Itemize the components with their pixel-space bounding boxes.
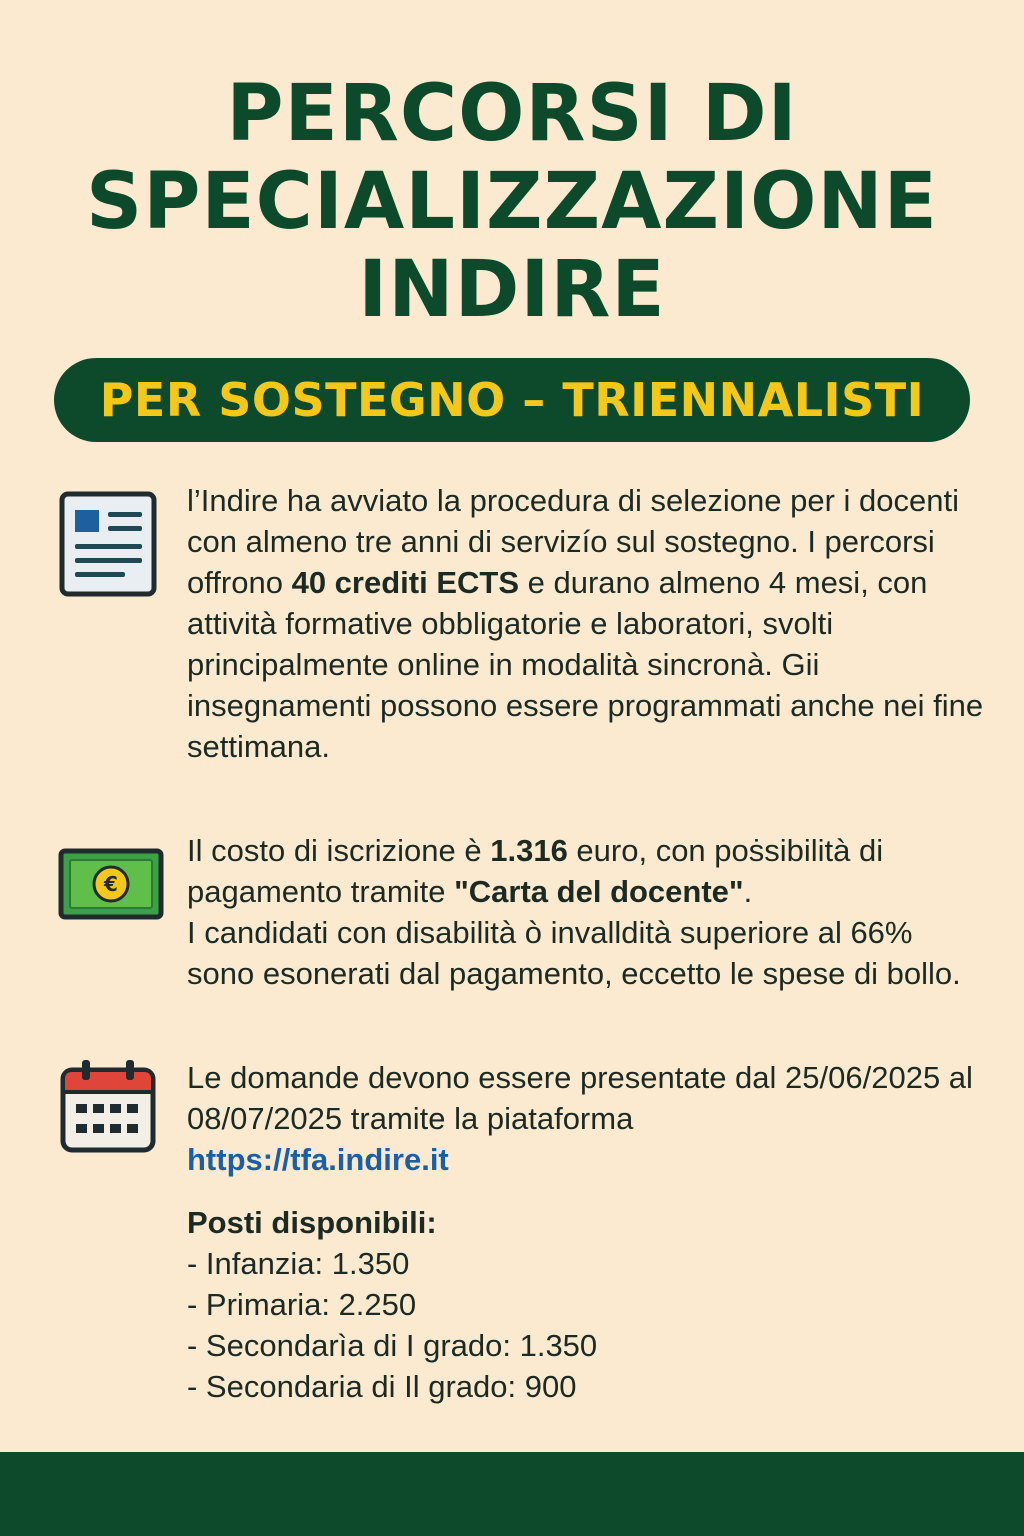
subtitle-text: PER SOSTEGNO – TRIENNALISTI bbox=[99, 373, 925, 427]
platform-link[interactable]: https://tfa.indire.it bbox=[187, 1142, 449, 1177]
cost-text bbox=[187, 830, 987, 994]
list-item: - Infanzia: 1.350 bbox=[187, 1246, 410, 1281]
page-title bbox=[0, 70, 1024, 334]
cost-text-part-2: euro, con poṡsibilità di pagamento tramite bbox=[187, 833, 884, 909]
application-dates-text bbox=[187, 1057, 987, 1180]
footer-bar bbox=[0, 1452, 1024, 1536]
selection-procedure-text bbox=[187, 480, 987, 767]
exemption-text: I candidati con disabilità ò invalldità superiore al 66% sono esonerati dal pagamento, eccetto le spese di bollo. bbox=[187, 915, 961, 991]
title-line-3: INDIRE bbox=[358, 245, 666, 335]
newspaper-icon bbox=[58, 490, 158, 602]
subtitle-banner bbox=[54, 358, 970, 442]
svg-text:€: € bbox=[104, 872, 118, 896]
title-line-2: SPECIALIZZAZIONE bbox=[86, 157, 938, 247]
carta-del-docente: "Carta del docente" bbox=[454, 874, 744, 909]
list-item: - Primaria: 2.250 bbox=[187, 1287, 417, 1322]
posti-disponibili-list bbox=[187, 1202, 987, 1407]
ects-credits: 40 crediti ECTS bbox=[291, 565, 519, 600]
cost-amount: 1.316 bbox=[490, 833, 568, 868]
cost-text-part-3: . bbox=[743, 874, 753, 909]
euro-banknote-icon bbox=[58, 848, 164, 924]
posti-title: Posti disponibili: bbox=[187, 1205, 437, 1240]
list-item: - Secondaria di Il grado: 900 bbox=[187, 1369, 577, 1404]
procedure-text-part-1: l’Indire ha avviato la procedura di selezione per i docenti con almeno tre anni di servizío sul sostegno. I percorsi offrono bbox=[187, 483, 960, 600]
list-item: - Secondarìa di I grado: 1.350 bbox=[187, 1328, 598, 1363]
dates-text: Le domande devono essere presentate dal 25/06/2025 al 08/07/2025 tramite la piataforma bbox=[187, 1060, 973, 1136]
title-line-1: PERCORSI DI bbox=[226, 69, 798, 159]
procedure-text-part-2: e durano almeno 4 mesi, con attività formative obbligatorie e laboratori, svolti principalmente online in modalità sincronà. Gii insegnamenti possono essere programmati anche nei fine settimana. bbox=[187, 565, 984, 764]
calendar-icon bbox=[58, 1058, 158, 1158]
cost-text-part-1: Il costo di iscrizione è bbox=[187, 833, 491, 868]
